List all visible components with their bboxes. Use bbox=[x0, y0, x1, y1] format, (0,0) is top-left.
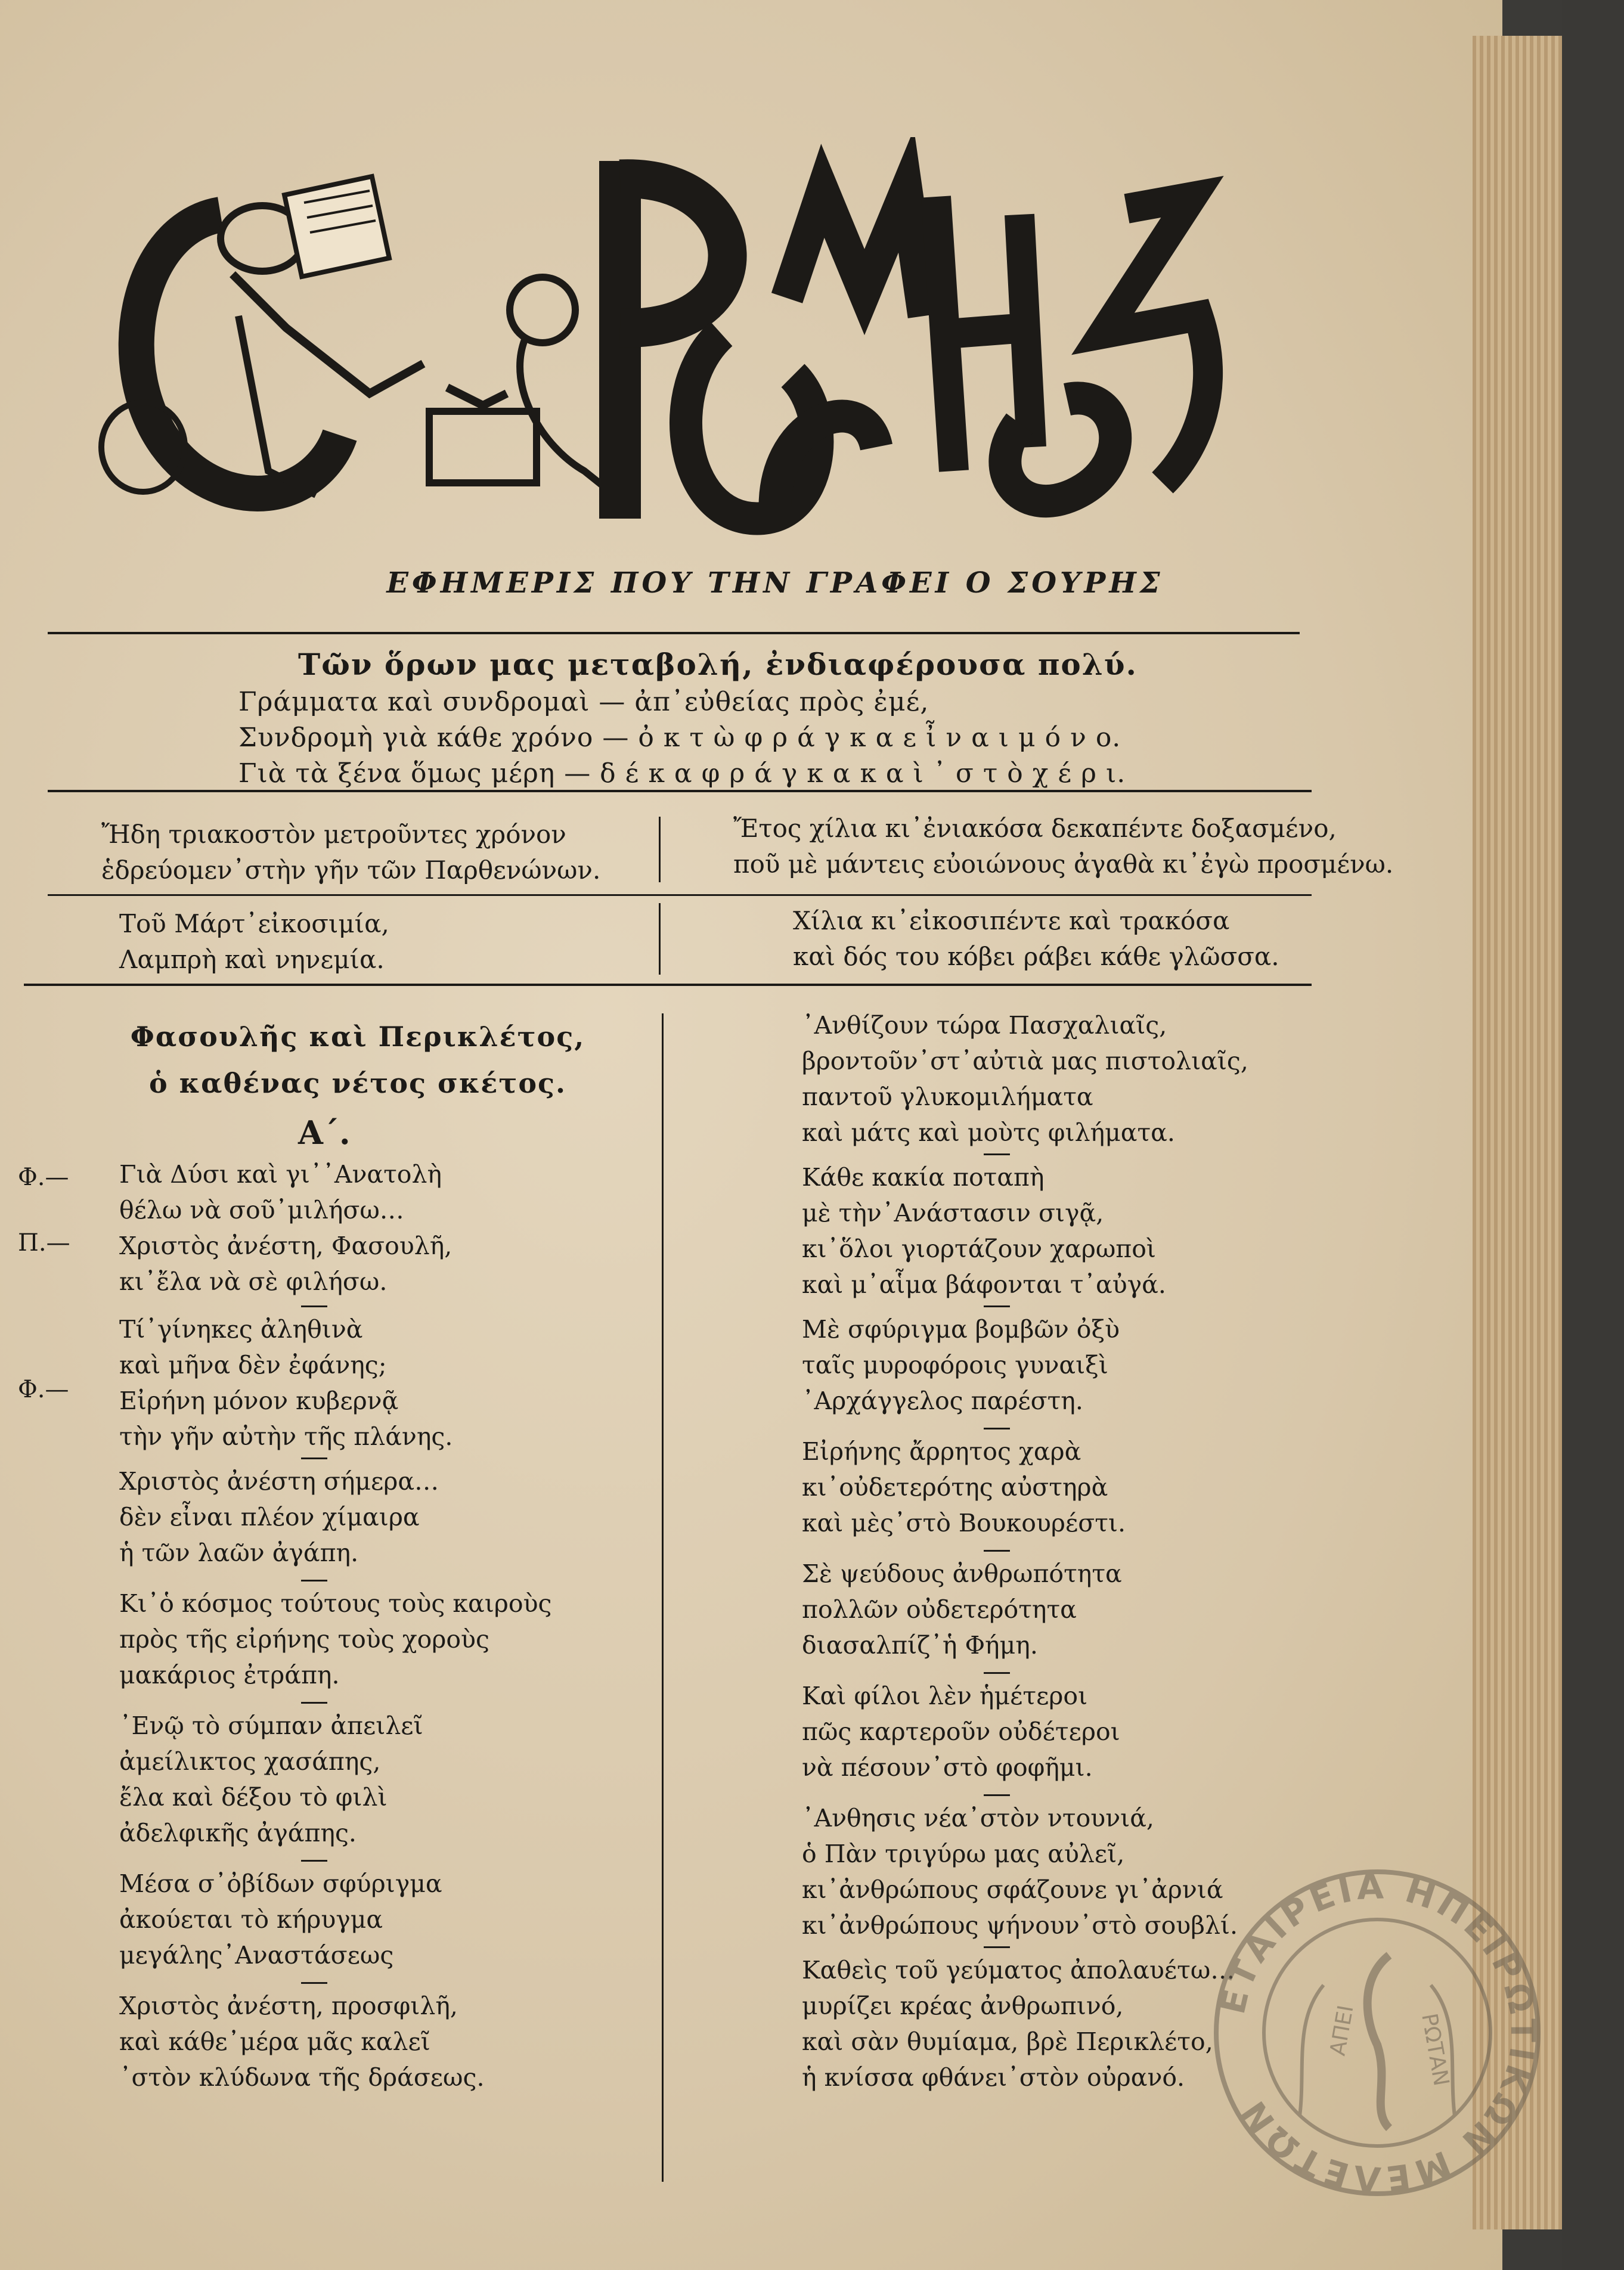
verse-line: μυρίζει κρέας ἀνθρωπινό, bbox=[802, 1992, 1124, 2020]
notice-line: Γράμματα καὶ συνδρομαὶ — ἀπ᾿εὐθείας πρὸς ἐμέ, bbox=[238, 687, 929, 717]
verse-line: ἀκούεται τὸ κήρυγμα bbox=[119, 1905, 383, 1934]
stamp-center-text: ΑΠΕΙ bbox=[1325, 2003, 1359, 2058]
svg-text:ΕΤΑΙΡΕΙΑ ΗΠΕΙΡΩΤΙΚΩΝ ΜΕΛΕΤΩΝ bbox=[1212, 1866, 1544, 2200]
verse-line: ᾿Αρχάγγελος παρέστη. bbox=[802, 1387, 1083, 1415]
verse-line: πολλῶν οὐδετερότητα bbox=[802, 1595, 1077, 1624]
poem-title: Φασουλῆς καὶ Περικλέτος, bbox=[130, 1021, 585, 1053]
dateline-line: Χίλια κι᾿εἰκοσιπέντε καὶ τρακόσα bbox=[793, 906, 1230, 935]
verse-line: ταῖς μυροφόροις γυναιξὶ bbox=[802, 1351, 1108, 1379]
dateline-line: Ἤδη τριακοστὸν μετροῦντες χρόνον bbox=[101, 820, 566, 849]
verse-line: ᾿Ανθησις νέα᾿στὸν ντουνιά, bbox=[802, 1804, 1154, 1832]
stanza bbox=[119, 1311, 453, 1455]
verse-line: ἀδελφικῆς ἀγάπης. bbox=[119, 1819, 357, 1847]
verse-line: Γιὰ Δύσι καὶ γι᾿᾿Ανατολὴ bbox=[119, 1160, 442, 1189]
stanza bbox=[119, 1463, 439, 1571]
stanza-dash bbox=[984, 1305, 1010, 1307]
verse-line: δὲν εἶναι πλέον χίμαιρα bbox=[119, 1503, 420, 1531]
masthead-subtitle: ΕΦΗΜΕΡΙΣ ΠΟΥ ΤΗΝ ΓΡΑΦΕΙ Ο ΣΟΥΡΗΣ bbox=[386, 566, 1164, 600]
stamp-ring-text: ΕΤΑΙΡΕΙΑ ΗΠΕΙΡΩΤΙΚΩΝ ΜΕΛΕΤΩΝ bbox=[1212, 1866, 1544, 2200]
verse-line: Μὲ σφύριγμα βομβῶν ὀξὺ bbox=[802, 1315, 1120, 1344]
header-rule bbox=[48, 632, 1300, 634]
speaker-label: Φ.— bbox=[18, 1376, 69, 1403]
stanza-dash bbox=[301, 1702, 327, 1704]
stamp-center-text: ΡΩΤΑΝ bbox=[1417, 2011, 1453, 2088]
stanza-dash bbox=[984, 1153, 1010, 1155]
dateline-years-left bbox=[101, 817, 600, 888]
column-divider bbox=[659, 817, 661, 882]
verse-line: μακάριος ἐτράπη. bbox=[119, 1661, 340, 1689]
verse-line: τὴν γῆν αὐτὴν τῆς πλάνης. bbox=[119, 1422, 453, 1451]
masthead-illustration bbox=[89, 137, 1282, 554]
verse-line: μεγάλης᾿Αναστάσεως bbox=[119, 1941, 394, 1970]
stanza-dash bbox=[984, 1794, 1010, 1796]
verse-line: Κι᾿ὁ κόσμος τούτους τοὺς καιροὺς bbox=[119, 1589, 552, 1618]
verse-line: ᾿Ενῷ τὸ σύμπαν ἀπειλεῖ bbox=[119, 1711, 423, 1740]
notice-line: Συνδρομὴ γιὰ κάθε χρόνο — ὀ κ τ ὼ φ ρ ά γ κ α ε ἶ ν α ι μ ό ν ο. bbox=[238, 722, 1121, 753]
dateline-years-right bbox=[733, 811, 1393, 882]
dateline-rule-bottom bbox=[24, 984, 1312, 986]
verse-line: Κάθε κακία ποταπὴ bbox=[802, 1163, 1045, 1192]
dateline-line: καὶ δός του κόβει ράβει κάθε γλῶσσα. bbox=[793, 942, 1279, 971]
verse-line: Καθεὶς τοῦ γεύματος ἀπολαυέτω… bbox=[802, 1956, 1235, 1984]
verse-line: παντοῦ γλυκομιλήματα bbox=[802, 1083, 1093, 1111]
stanza-dash bbox=[984, 1946, 1010, 1948]
dateline-date-right bbox=[793, 903, 1279, 975]
verse-line: ἡ τῶν λαῶν ἀγάπη. bbox=[119, 1539, 359, 1567]
verse-line: Καὶ φίλοι λὲν ἡμέτεροι bbox=[802, 1682, 1088, 1710]
stanza bbox=[802, 1678, 1120, 1785]
verse-line: πῶς καρτεροῦν οὐδέτεροι bbox=[802, 1717, 1120, 1746]
verse-line: Σὲ ψεύδους ἀνθρωπότητα bbox=[802, 1559, 1122, 1588]
dateline-date-left bbox=[119, 906, 389, 978]
verse-line: Τί᾿γίνηκες ἀληθινὰ bbox=[119, 1315, 363, 1344]
dateline-rule bbox=[48, 894, 1312, 896]
dateline-line: ἑδρεύομεν᾿στὴν γῆν τῶν Παρθενώνων. bbox=[101, 855, 601, 885]
verse-line: κι᾿ὅλοι γιορτάζουν χαρωποὶ bbox=[802, 1235, 1156, 1263]
verse-line: ἔλα καὶ δέξου τὸ φιλὶ bbox=[119, 1783, 388, 1812]
verse-line: καὶ μὲς᾿στὸ Βουκουρέστι. bbox=[802, 1509, 1126, 1537]
stanza bbox=[119, 1988, 484, 2095]
verse-line: ἡ κνίσσα φθάνει᾿στὸν οὐρανό. bbox=[802, 2063, 1185, 2092]
dateline-line: Ἔτος χίλια κι᾿ἐνιακόσα δεκαπέντε δοξασμένο, bbox=[733, 814, 1337, 843]
dateline-line: Τοῦ Μάρτ᾿εἰκοσιμία, bbox=[119, 909, 389, 938]
stanza bbox=[119, 1866, 442, 1973]
book-binding bbox=[1562, 0, 1624, 2270]
stanza bbox=[802, 1800, 1238, 1943]
stanza bbox=[802, 1159, 1166, 1303]
verse-line: Εἰρήνης ἄρρητος χαρὰ bbox=[802, 1437, 1081, 1466]
verse-line: βροντοῦν᾿στ᾿αὐτιὰ μας πιστολιαῖς, bbox=[802, 1047, 1248, 1075]
verse-line: κι᾿οὐδετερότης αὐστηρὰ bbox=[802, 1473, 1108, 1502]
stanza-dash bbox=[301, 1580, 327, 1581]
stanza-dash bbox=[301, 1457, 327, 1459]
stanza-dash bbox=[301, 1982, 327, 1984]
stanza-dash bbox=[984, 1550, 1010, 1552]
stanza-dash bbox=[301, 1860, 327, 1862]
column-divider bbox=[662, 1013, 664, 2182]
verse-line: Χριστὸς ἀνέστη σήμερα… bbox=[119, 1467, 439, 1496]
stanza-dash bbox=[301, 1305, 327, 1307]
verse-line: ἀμείλικτος χασάπης, bbox=[119, 1747, 381, 1776]
verse-line: ᾿στὸν κλύδωνα τῆς δράσεως. bbox=[119, 2063, 485, 2092]
stanza-dash bbox=[984, 1672, 1010, 1674]
verse-line: μὲ τὴν᾿Ανάστασιν σιγᾷ, bbox=[802, 1199, 1104, 1227]
notice-rule bbox=[48, 790, 1312, 792]
verse-line: Χριστὸς ἀνέστη, προσφιλῆ, bbox=[119, 1992, 458, 2020]
verse-line: καὶ κάθε᾿μέρα μᾶς καλεῖ bbox=[119, 2027, 430, 2056]
verse-line: κι᾿ἀνθρώπους ψήνουν᾿στὸ σουβλί. bbox=[802, 1911, 1238, 1940]
stanza-dash bbox=[984, 1428, 1010, 1429]
verse-line: κι᾿ἔλα νὰ σὲ φιλήσω. bbox=[119, 1267, 388, 1296]
notice-line: Γιὰ τὰ ξένα ὅμως μέρη — δ έ κ α φ ρ ά γ κ α κ α ὶ ᾿ σ τ ὸ χ έ ρ ι. bbox=[238, 758, 1126, 789]
verse-line: πρὸς τῆς εἰρήνης τοὺς χοροὺς bbox=[119, 1625, 489, 1654]
stanza bbox=[802, 1311, 1120, 1419]
column-divider bbox=[659, 903, 661, 975]
stanza bbox=[802, 1556, 1122, 1663]
verse-line: νὰ πέσουν᾿στὸ φοφῆμι. bbox=[802, 1753, 1093, 1782]
stanza bbox=[119, 1156, 452, 1300]
speaker-label: Φ.— bbox=[18, 1164, 69, 1191]
stamp-seal bbox=[1210, 1866, 1544, 2200]
verse-line: κι᾿ἀνθρώπους σφάζουνε γι᾿ἀρνιά bbox=[802, 1875, 1223, 1904]
stanza bbox=[119, 1708, 423, 1851]
verse-line: καὶ μ᾿αἷμα βάφονται τ᾿αὐγά. bbox=[802, 1270, 1166, 1299]
library-stamp bbox=[1210, 1866, 1544, 2200]
poem-subtitle: ὁ καθένας νέτος σκέτος. bbox=[148, 1067, 567, 1099]
dateline-line: ποῦ μὲ μάντεις εὐοιώνους ἀγαθὰ κι᾿ἐγὼ προσμένω. bbox=[733, 849, 1394, 879]
dateline-line: Λαμπρὴ καὶ νηνεμία. bbox=[119, 945, 385, 974]
verse-line: Μέσα σ᾿ὀβίδων σφύριγμα bbox=[119, 1869, 442, 1898]
verse-line: διασαλπίζ᾿ἡ Φήμη. bbox=[802, 1631, 1038, 1660]
section-mark: Α΄. bbox=[298, 1114, 351, 1152]
verse-line: ᾿Ανθίζουν τώρα Πασχαλιαῖς, bbox=[802, 1011, 1167, 1040]
verse-line: ὁ Πὰν τριγύρω μας αὐλεῖ, bbox=[802, 1840, 1125, 1868]
verse-line: θέλω νὰ σοῦ᾿μιλήσω… bbox=[119, 1196, 404, 1224]
stanza bbox=[802, 1007, 1248, 1150]
verse-line: καὶ μῆνα δὲν ἐφάνης; bbox=[119, 1351, 387, 1379]
stanza bbox=[119, 1586, 551, 1693]
verse-line: καὶ μάτς καὶ μοὺτς φιλήματα. bbox=[802, 1118, 1175, 1147]
speaker-label: Π.— bbox=[18, 1229, 70, 1257]
stanza bbox=[802, 1952, 1235, 2095]
verse-line: Χριστὸς ἀνέστη, Φασουλῆ, bbox=[119, 1232, 453, 1260]
verse-line: Εἰρήνη μόνον κυβερνᾷ bbox=[119, 1387, 399, 1415]
stanza bbox=[802, 1434, 1126, 1541]
notice-heading: Τῶν ὅρων μας μεταβολή, ἐνδιαφέρουσα πολύ. bbox=[298, 647, 1138, 682]
verse-line: καὶ σὰν θυμίαμα, βρὲ Περικλέτο, bbox=[802, 2027, 1213, 2056]
masthead-logo bbox=[89, 137, 1282, 554]
